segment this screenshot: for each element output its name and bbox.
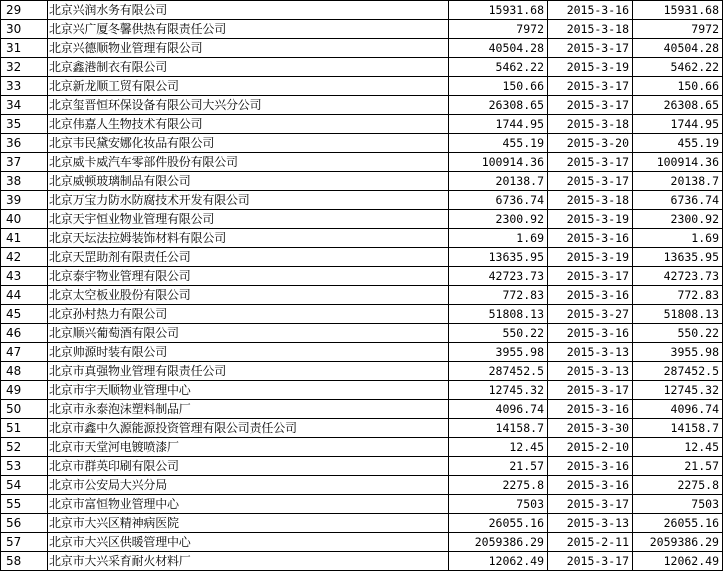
table-row — [1, 39, 723, 58]
table-row — [1, 267, 723, 286]
date-cell: 2015-2-10 — [548, 438, 633, 457]
company-name-cell: 北京新龙顺工贸有限公司 — [48, 77, 449, 96]
amount-cell: 2059386.29 — [449, 533, 548, 552]
company-name-cell: 北京威卡威汽车零部件股份有限公司 — [48, 153, 449, 172]
row-number-cell: 42 — [1, 248, 48, 267]
table-row — [1, 419, 723, 438]
date-cell: 2015-3-16 — [548, 229, 633, 248]
table-row — [1, 96, 723, 115]
table-row — [1, 533, 723, 552]
row-number-cell: 43 — [1, 267, 48, 286]
date-cell: 2015-3-20 — [548, 134, 633, 153]
date-cell: 2015-3-13 — [548, 343, 633, 362]
table-row — [1, 1, 723, 20]
row-number-cell: 36 — [1, 134, 48, 153]
table-row — [1, 248, 723, 267]
date-cell: 2015-3-16 — [548, 1, 633, 20]
amount-cell: 42723.73 — [449, 267, 548, 286]
company-name-cell: 北京帅源时装有限公司 — [48, 343, 449, 362]
amount-cell: 150.66 — [449, 77, 548, 96]
table-row — [1, 400, 723, 419]
date-cell: 2015-2-11 — [548, 533, 633, 552]
amount-cell: 287452.5 — [449, 362, 548, 381]
amount-cell: 455.19 — [449, 134, 548, 153]
amount-paid-cell: 26055.16 — [633, 514, 723, 533]
amount-cell: 1.69 — [449, 229, 548, 248]
date-cell: 2015-3-18 — [548, 115, 633, 134]
amount-cell: 2300.92 — [449, 210, 548, 229]
row-number-cell: 46 — [1, 324, 48, 343]
company-name-cell: 北京市大兴区供暖管理中心 — [48, 533, 449, 552]
amount-paid-cell: 1.69 — [633, 229, 723, 248]
table-row — [1, 305, 723, 324]
date-cell: 2015-3-13 — [548, 514, 633, 533]
company-name-cell: 北京市真强物业管理有限责任公司 — [48, 362, 449, 381]
date-cell: 2015-3-30 — [548, 419, 633, 438]
amount-cell: 5462.22 — [449, 58, 548, 77]
amount-cell: 12.45 — [449, 438, 548, 457]
amount-paid-cell: 1744.95 — [633, 115, 723, 134]
amount-paid-cell: 14158.7 — [633, 419, 723, 438]
amount-cell: 4096.74 — [449, 400, 548, 419]
amount-cell: 3955.98 — [449, 343, 548, 362]
amount-cell: 26308.65 — [449, 96, 548, 115]
row-number-cell: 33 — [1, 77, 48, 96]
date-cell: 2015-3-27 — [548, 305, 633, 324]
row-number-cell: 44 — [1, 286, 48, 305]
amount-cell: 772.83 — [449, 286, 548, 305]
amount-cell: 13635.95 — [449, 248, 548, 267]
amount-cell: 51808.13 — [449, 305, 548, 324]
date-cell: 2015-3-18 — [548, 191, 633, 210]
amount-paid-cell: 550.22 — [633, 324, 723, 343]
company-name-cell: 北京天罡助剂有限责任公司 — [48, 248, 449, 267]
company-name-cell: 北京威顿玻璃制品有限公司 — [48, 172, 449, 191]
table-row — [1, 172, 723, 191]
date-cell: 2015-3-16 — [548, 400, 633, 419]
row-number-cell: 53 — [1, 457, 48, 476]
table-row — [1, 210, 723, 229]
amount-paid-cell: 455.19 — [633, 134, 723, 153]
table-row — [1, 191, 723, 210]
date-cell: 2015-3-17 — [548, 39, 633, 58]
company-name-cell: 北京市宇天顺物业管理中心 — [48, 381, 449, 400]
row-number-cell: 50 — [1, 400, 48, 419]
amount-cell: 1744.95 — [449, 115, 548, 134]
amount-cell: 2275.8 — [449, 476, 548, 495]
table-row — [1, 457, 723, 476]
row-number-cell: 30 — [1, 20, 48, 39]
company-name-cell: 北京鑫港制衣有限公司 — [48, 58, 449, 77]
table-row — [1, 476, 723, 495]
amount-cell: 15931.68 — [449, 1, 548, 20]
row-number-cell: 57 — [1, 533, 48, 552]
row-number-cell: 34 — [1, 96, 48, 115]
row-number-cell: 47 — [1, 343, 48, 362]
company-name-cell: 北京市鑫中久源能源投资管理有限公司责任公司 — [48, 419, 449, 438]
company-name-cell: 北京市天堂河电镀喷漆厂 — [48, 438, 449, 457]
amount-paid-cell: 42723.73 — [633, 267, 723, 286]
row-number-cell: 52 — [1, 438, 48, 457]
company-name-cell: 北京顺兴葡萄酒有限公司 — [48, 324, 449, 343]
table-row — [1, 495, 723, 514]
company-name-cell: 北京天宇恒业物业管理有限公司 — [48, 210, 449, 229]
date-cell: 2015-3-17 — [548, 552, 633, 571]
amount-cell: 12745.32 — [449, 381, 548, 400]
amount-paid-cell: 12745.32 — [633, 381, 723, 400]
amount-paid-cell: 287452.5 — [633, 362, 723, 381]
row-number-cell: 38 — [1, 172, 48, 191]
date-cell: 2015-3-17 — [548, 495, 633, 514]
company-name-cell: 北京兴润水务有限公司 — [48, 1, 449, 20]
table-row — [1, 514, 723, 533]
table-row — [1, 362, 723, 381]
company-name-cell: 北京伟嘉人生物技术有限公司 — [48, 115, 449, 134]
company-name-cell: 北京万宝力防水防腐技术开发有限公司 — [48, 191, 449, 210]
date-cell: 2015-3-16 — [548, 324, 633, 343]
company-name-cell: 北京韦民黛安娜化妆品有限公司 — [48, 134, 449, 153]
table-row — [1, 58, 723, 77]
row-number-cell: 29 — [1, 1, 48, 20]
company-name-cell: 北京市永泰泡沫塑料制品厂 — [48, 400, 449, 419]
company-name-cell: 北京泰宇物业管理有限公司 — [48, 267, 449, 286]
row-number-cell: 32 — [1, 58, 48, 77]
amount-cell: 40504.28 — [449, 39, 548, 58]
amount-paid-cell: 6736.74 — [633, 191, 723, 210]
company-name-cell: 北京市大兴区精神病医院 — [48, 514, 449, 533]
row-number-cell: 48 — [1, 362, 48, 381]
date-cell: 2015-3-17 — [548, 77, 633, 96]
table-row — [1, 115, 723, 134]
amount-paid-cell: 26308.65 — [633, 96, 723, 115]
company-name-cell: 北京天坛法拉姆装饰材料有限公司 — [48, 229, 449, 248]
amount-paid-cell: 4096.74 — [633, 400, 723, 419]
table-row — [1, 552, 723, 571]
row-number-cell: 39 — [1, 191, 48, 210]
amount-paid-cell: 13635.95 — [633, 248, 723, 267]
row-number-cell: 35 — [1, 115, 48, 134]
amount-cell: 14158.7 — [449, 419, 548, 438]
row-number-cell: 41 — [1, 229, 48, 248]
table-row — [1, 286, 723, 305]
amount-cell: 20138.7 — [449, 172, 548, 191]
amount-cell: 6736.74 — [449, 191, 548, 210]
date-cell: 2015-3-19 — [548, 58, 633, 77]
company-name-cell: 北京兴广厦冬馨供热有限责任公司 — [48, 20, 449, 39]
date-cell: 2015-3-17 — [548, 172, 633, 191]
amount-cell: 7503 — [449, 495, 548, 514]
company-name-cell: 北京市群英印刷有限公司 — [48, 457, 449, 476]
row-number-cell: 55 — [1, 495, 48, 514]
date-cell: 2015-3-19 — [548, 210, 633, 229]
date-cell: 2015-3-18 — [548, 20, 633, 39]
row-number-cell: 40 — [1, 210, 48, 229]
amount-paid-cell: 40504.28 — [633, 39, 723, 58]
company-name-cell: 北京玺晋恒环保设备有限公司大兴分公司 — [48, 96, 449, 115]
row-number-cell: 58 — [1, 552, 48, 571]
company-name-cell: 北京太空板业股份有限公司 — [48, 286, 449, 305]
company-name-cell: 北京兴德顺物业管理有限公司 — [48, 39, 449, 58]
date-cell: 2015-3-19 — [548, 248, 633, 267]
row-number-cell: 54 — [1, 476, 48, 495]
amount-paid-cell: 150.66 — [633, 77, 723, 96]
amount-cell: 21.57 — [449, 457, 548, 476]
table-row — [1, 229, 723, 248]
amount-paid-cell: 5462.22 — [633, 58, 723, 77]
amount-cell: 26055.16 — [449, 514, 548, 533]
table-row — [1, 134, 723, 153]
amount-paid-cell: 15931.68 — [633, 1, 723, 20]
table-row — [1, 324, 723, 343]
amount-paid-cell: 7503 — [633, 495, 723, 514]
date-cell: 2015-3-17 — [548, 381, 633, 400]
amount-paid-cell: 2300.92 — [633, 210, 723, 229]
row-number-cell: 37 — [1, 153, 48, 172]
amount-paid-cell: 51808.13 — [633, 305, 723, 324]
amount-paid-cell: 2275.8 — [633, 476, 723, 495]
table-row — [1, 20, 723, 39]
company-name-cell: 北京市富恒物业管理中心 — [48, 495, 449, 514]
date-cell: 2015-3-16 — [548, 476, 633, 495]
table-row — [1, 381, 723, 400]
amount-paid-cell: 12.45 — [633, 438, 723, 457]
table-row — [1, 153, 723, 172]
amount-paid-cell: 3955.98 — [633, 343, 723, 362]
amount-cell: 100914.36 — [449, 153, 548, 172]
amount-paid-cell: 7972 — [633, 20, 723, 39]
amount-cell: 12062.49 — [449, 552, 548, 571]
table-row — [1, 438, 723, 457]
amount-paid-cell: 100914.36 — [633, 153, 723, 172]
row-number-cell: 51 — [1, 419, 48, 438]
table-row — [1, 343, 723, 362]
row-number-cell: 49 — [1, 381, 48, 400]
company-name-cell: 北京市公安局大兴分局 — [48, 476, 449, 495]
amount-paid-cell: 20138.7 — [633, 172, 723, 191]
date-cell: 2015-3-16 — [548, 286, 633, 305]
amount-paid-cell: 2059386.29 — [633, 533, 723, 552]
amount-cell: 550.22 — [449, 324, 548, 343]
amount-paid-cell: 12062.49 — [633, 552, 723, 571]
date-cell: 2015-3-17 — [548, 153, 633, 172]
row-number-cell: 31 — [1, 39, 48, 58]
table-body — [1, 1, 723, 571]
row-number-cell: 45 — [1, 305, 48, 324]
date-cell: 2015-3-13 — [548, 362, 633, 381]
company-name-cell: 北京孙村热力有限公司 — [48, 305, 449, 324]
date-cell: 2015-3-16 — [548, 457, 633, 476]
table-row — [1, 77, 723, 96]
company-name-cell: 北京市大兴采育耐火材料厂 — [48, 552, 449, 571]
date-cell: 2015-3-17 — [548, 96, 633, 115]
amount-cell: 7972 — [449, 20, 548, 39]
amount-paid-cell: 772.83 — [633, 286, 723, 305]
amount-paid-cell: 21.57 — [633, 457, 723, 476]
row-number-cell: 56 — [1, 514, 48, 533]
date-cell: 2015-3-17 — [548, 267, 633, 286]
